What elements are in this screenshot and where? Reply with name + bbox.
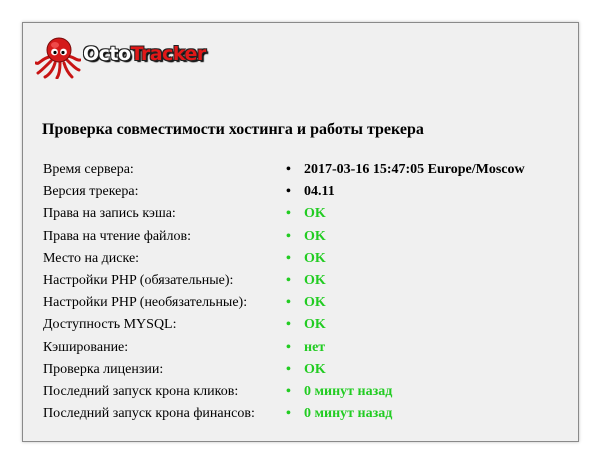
check-value-cell xyxy=(286,359,525,381)
check-value-cell xyxy=(286,337,525,359)
check-value-cell xyxy=(286,203,525,225)
check-row xyxy=(43,381,525,403)
check-value-cell xyxy=(286,270,525,292)
check-value-cell xyxy=(286,292,525,314)
check-row xyxy=(43,337,525,359)
check-value: OK xyxy=(304,295,326,311)
check-value: OK xyxy=(304,273,326,289)
check-label: Последний запуск крона кликов: xyxy=(43,383,239,399)
check-row xyxy=(43,181,525,203)
logo-wordmark xyxy=(83,43,206,65)
check-label: Доступность MYSQL: xyxy=(43,317,177,333)
check-value-cell xyxy=(286,403,525,425)
check-label: Последний запуск крона финансов: xyxy=(43,406,255,422)
logo-text-tracker: Tracker xyxy=(130,43,206,65)
octopus-icon xyxy=(35,35,81,79)
check-value-cell xyxy=(286,314,525,336)
check-value-cell xyxy=(286,181,525,203)
check-value: 2017-03-16 15:47:05 Europe/Moscow xyxy=(304,162,525,178)
check-row xyxy=(43,292,525,314)
bullet-icon: • xyxy=(286,250,291,266)
check-row xyxy=(43,270,525,292)
bullet-icon: • xyxy=(286,295,291,311)
check-label: Проверка лицензии: xyxy=(43,361,164,377)
check-value-cell xyxy=(286,248,525,270)
check-value-cell xyxy=(286,381,525,403)
logo-text-octo: Octo xyxy=(83,43,131,65)
checks-table xyxy=(43,159,525,425)
check-label: Настройки PHP (обязательные): xyxy=(43,273,234,289)
check-row xyxy=(43,403,525,425)
check-row xyxy=(43,248,525,270)
octotracker-logo[interactable] xyxy=(35,35,235,75)
bullet-icon: • xyxy=(286,406,291,422)
check-label: Версия трекера: xyxy=(43,184,139,200)
check-label: Права на запись кэша: xyxy=(43,206,176,222)
check-value-cell xyxy=(286,159,525,181)
bullet-icon: • xyxy=(286,162,291,178)
check-label: Время сервера: xyxy=(43,162,134,178)
bullet-icon: • xyxy=(286,383,291,399)
check-label: Место на диске: xyxy=(43,250,140,266)
check-label: Права на чтение файлов: xyxy=(43,228,192,244)
check-label: Настройки PHP (необязательные): xyxy=(43,295,248,311)
page-title: Проверка совместимости хостинга и работы трекера xyxy=(42,121,424,138)
bullet-icon: • xyxy=(286,339,291,355)
check-value: OK xyxy=(304,250,326,266)
bullet-icon: • xyxy=(286,273,291,289)
bullet-icon: • xyxy=(286,361,291,377)
check-value: OK xyxy=(304,228,326,244)
check-value: OK xyxy=(304,317,326,333)
check-row xyxy=(43,359,525,381)
check-value: OK xyxy=(304,361,326,377)
check-row xyxy=(43,159,525,181)
check-value: 0 минут назад xyxy=(304,383,393,399)
check-label: Кэширование: xyxy=(43,339,129,355)
bullet-icon: • xyxy=(286,184,291,200)
bullet-icon: • xyxy=(286,228,291,244)
check-panel xyxy=(22,22,579,442)
check-value-cell xyxy=(286,226,525,248)
check-value: 0 минут назад xyxy=(304,406,393,422)
check-value: нет xyxy=(304,339,326,355)
bullet-icon: • xyxy=(286,206,291,222)
check-row xyxy=(43,203,525,225)
check-row xyxy=(43,314,525,336)
checks-table-body xyxy=(43,159,525,425)
bullet-icon: • xyxy=(286,317,291,333)
check-value: OK xyxy=(304,206,326,222)
check-value: 04.11 xyxy=(304,184,335,200)
check-row xyxy=(43,226,525,248)
